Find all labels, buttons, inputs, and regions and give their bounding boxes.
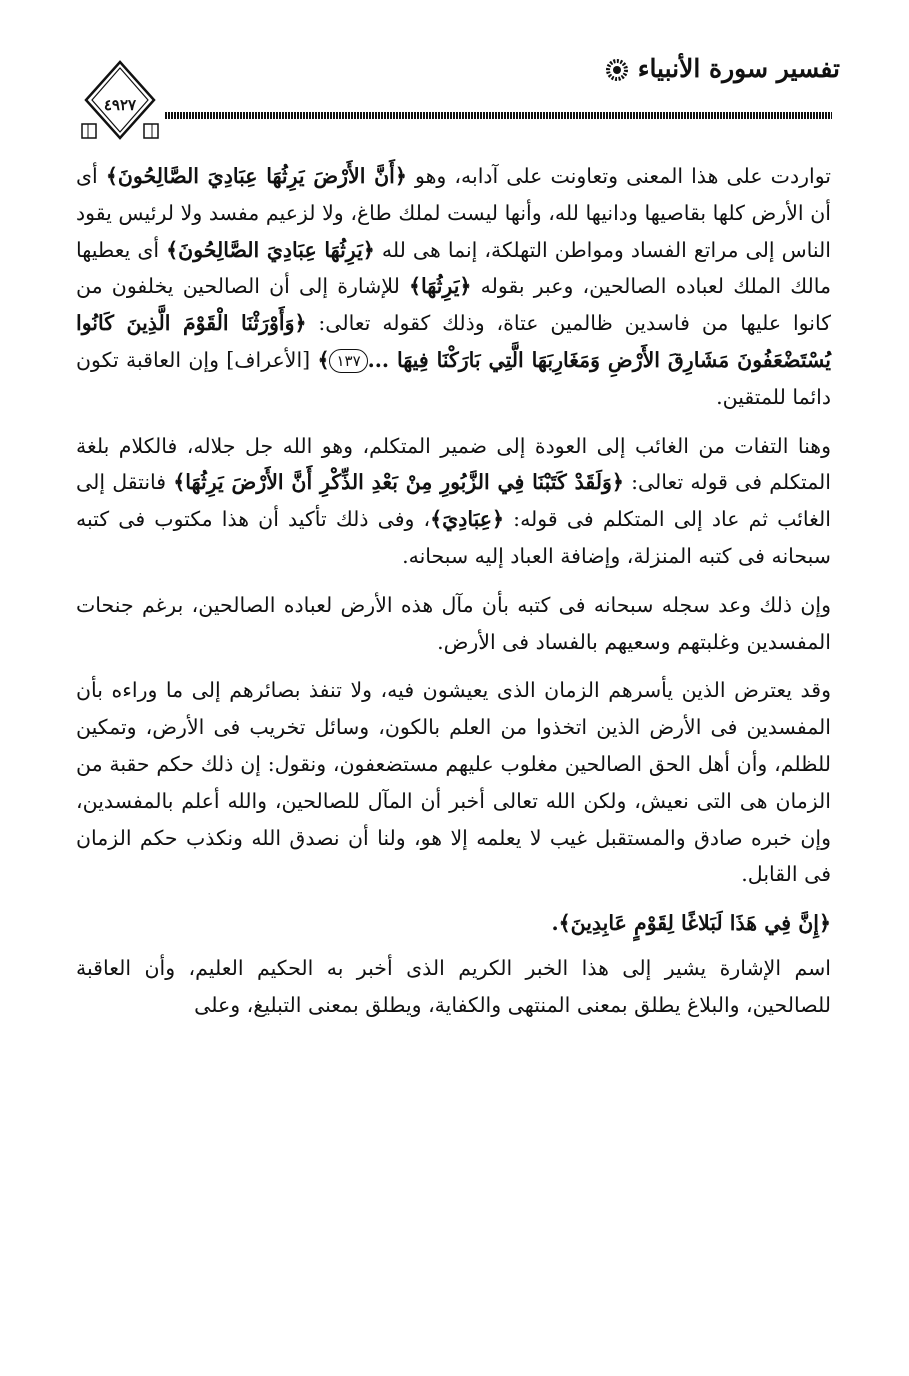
body-text: . xyxy=(551,911,559,936)
body-text: ، وفى ذلك تأكيد أن هذا مكتوب فى كتبه سبحانه فى كتبه المنزلة، وإضافة العباد إليه سبحانه. xyxy=(76,507,831,568)
quran-quote: ﴿وَلَقَدْ كَتَبْنَا فِي الزَّبُورِ مِنْ بَعْدِ الذِّكْرِ أَنَّ الأَرْضَ يَرِثُهَا﴾ xyxy=(173,470,624,495)
quran-quote: ﴿يَرِثُهَا﴾ xyxy=(409,274,472,299)
running-title xyxy=(606,54,840,83)
body-text: للإشارة إلى أن الصالحين يخلفون من كانوا عليها من فاسدين ظالمين عتاة، وذلك كقوله تعالى: xyxy=(76,274,831,336)
quran-quote: ﴿إِنَّ فِي هَذَا لَبَلاغًا لِقَوْمٍ عَابِدِينَ﴾ xyxy=(558,911,831,936)
paragraph xyxy=(76,158,831,416)
body-text: اسم الإشارة يشير إلى هذا الخبر الكريم الذى أخبر به الحكيم العليم، وأن العاقبة للصالحين، والبلاغ يطلق بمعنى المنتهى والكفاية، ويطلق بمعنى التبليغ، وعلى xyxy=(76,955,831,1017)
quran-quote: ﴿عِبَادِيَ﴾ xyxy=(430,507,505,532)
paragraph xyxy=(76,950,831,1024)
page-number: ٤٩٢٧ xyxy=(103,96,137,114)
quran-quote: ﴾ xyxy=(317,347,330,372)
paragraph xyxy=(76,428,831,575)
body-text: تواردت على هذا المعنى وتعاونت على آدابه، وهو xyxy=(406,164,831,188)
paragraph xyxy=(76,587,831,661)
quran-quote: ﴿أَنَّ الأَرْضَ يَرِثُهَا عِبَادِيَ الصَّالِحُونَ﴾ xyxy=(105,164,407,188)
running-title-text: تفسير سورة الأنبياء xyxy=(637,54,840,83)
quran-quote: ﴿وَأَوْرَثْنَا الْقَوْمَ الَّذِينَ كَانُوا يُسْتَضْعَفُونَ مَشَارِقَ الأَرْضِ وَمَغَارِبَهَا الَّتِي بَارَكْنَا فِيهَا ... xyxy=(76,311,831,372)
page-number-badge xyxy=(80,58,160,146)
body-text: أى أن الأرض كلها بقاصيها ودانيها لله، وأنها ليست لملك طاغ، ولا لزعيم مفسد ولا لرئيس يقود الناس إلى مراتع الفساد ومواطن التهلكة، إنما هى لله xyxy=(76,164,831,262)
page-header xyxy=(70,50,840,150)
body-text: وقد يعترض الذين يأسرهم الزمان الذى يعيشون فيه، ولا تنفذ بصائرهم إلى ما وراءه بأن المفسدين فى الأرض الذين اتخذوا من العلم بالكون، وسائل تخريب فى الأرض، وتمكين للظلم، وأن أهل الحق الصالحين مغلوب عليهم مستضعفون، ونقول: إن ذلك حكم حقبة من الزمان هى التى نعيش، ولكن الله تعالى أخبر أن المآل للصالحين، والله أعلم بالمفسدين، وإن خبره صادق والمستقبل غيب لا يعلمه إلا هو، ولنا أن نصدق الله ونكذب حكم الزمان فى القابل. xyxy=(76,678,831,887)
body-text: وإن ذلك وعد سجله سبحانه فى كتبه بأن مآل هذه الأرض لعباده الصالحين، برغم جنحات المفسدين وغلبتهم وسعيهم بالفساد فى الأرض. xyxy=(76,592,831,654)
verse-heading xyxy=(76,905,831,942)
body-text: فانتقل إلى الغائب ثم عاد إلى المتكلم فى قوله: xyxy=(76,470,831,532)
ayah-number-marker: ١٣٧ xyxy=(329,349,367,373)
dotted-flower-icon xyxy=(606,58,628,80)
body-text: [الأعراف] وإن العاقبة تكون دائما للمتقين. xyxy=(76,347,831,409)
quran-quote: ﴿يَرِثُهَا عِبَادِيَ الصَّالِحُونَ﴾ xyxy=(166,237,375,262)
body-text: وهنا التفات من الغائب إلى العودة إلى ضمير المتكلم، وهو الله جل جلاله، فالكلام بلغة المتكلم فى قوله تعالى: xyxy=(76,433,831,495)
page-body xyxy=(76,158,831,1036)
header-rule xyxy=(165,112,832,119)
paragraph xyxy=(76,672,831,893)
body-text: أى يعطيها مالك الملك لعباده الصالحين، وعبر بقوله xyxy=(76,237,831,299)
